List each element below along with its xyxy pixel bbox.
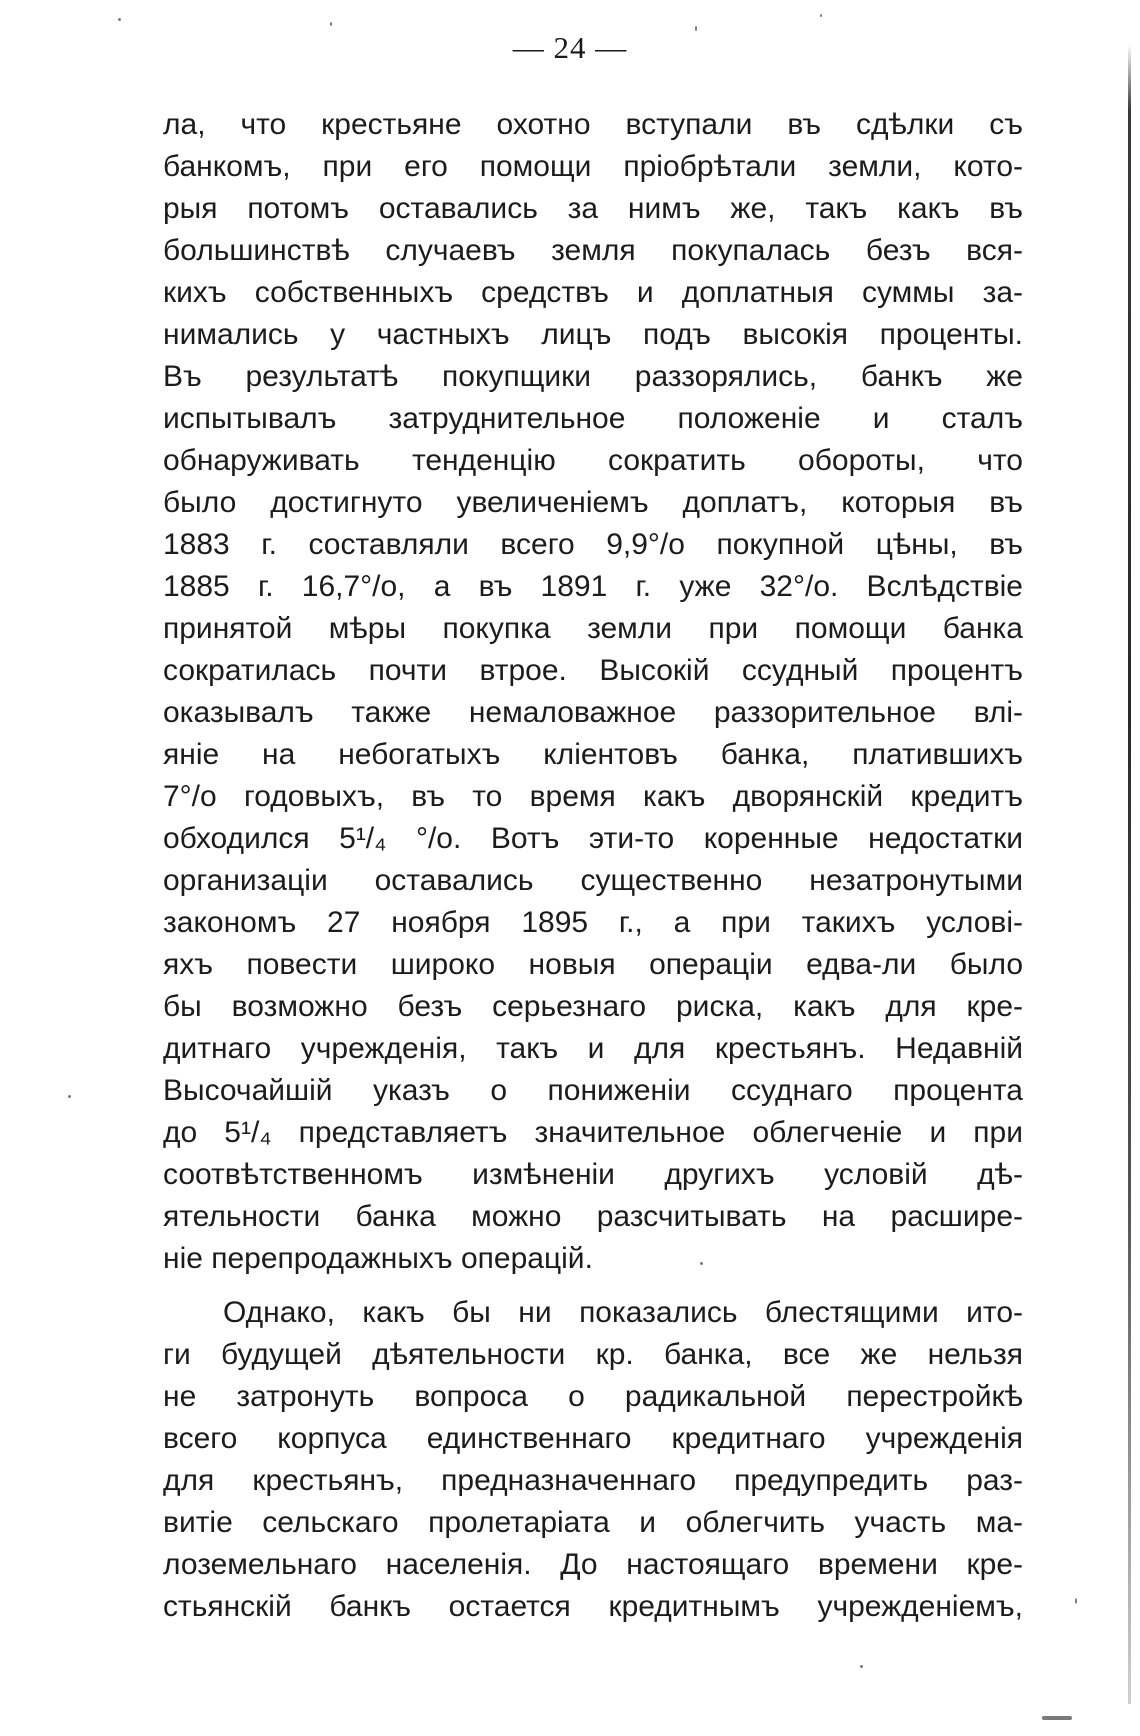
text-line: закономъ 27 ноября 1895 г., а при такихъ услові- [163,906,1023,939]
text-line: 1883 г. составляли всего 9,9°/о покупной цѣны, въ [163,528,1023,561]
text-line: соотвѣтственномъ измѣненіи другихъ условій дѣ- [163,1158,1023,1191]
scan-speck [695,26,697,31]
text-line: витіе сельскаго пролетаріата и облегчить участь ма- [163,1506,1023,1539]
text-line: испытывалъ затруднительное положеніе и сталъ [163,402,1023,435]
text-line: было достигнуто увеличеніемъ доплатъ, которыя въ [163,486,1023,519]
text-line: 7°/о годовыхъ, въ то время какъ дворянскій кредитъ [163,780,1023,813]
text-line: Въ результатѣ покупщики раззорялись, банкъ же [163,360,1023,393]
text-line: 1885 г. 16,7°/о, а въ 1891 г. уже 32°/о. Вслѣдствіе [163,570,1023,603]
text-line: обнаруживать тенденцію сократить обороты, что [163,444,1023,477]
body-text [163,104,1023,1628]
text-line: не затронуть вопроса о радикальной перестройкѣ [163,1380,1023,1413]
text-line: бы возможно безъ серьезнаго риска, какъ для кре- [163,990,1023,1023]
text-line: до 5¹/₄ представляетъ значительное облегченіе и при [163,1116,1023,1149]
text-line: ятельности банка можно разсчитывать на расшире- [163,1200,1023,1233]
text-line: рыя потомъ оставались за нимъ же, такъ какъ въ [163,192,1023,225]
text-line: Высочайшій указъ о пониженіи ссуднаго процента [163,1074,1023,1107]
scan-speck [118,18,121,21]
scan-speck [1075,1598,1077,1604]
scan-speck [330,22,332,26]
text-line: лоземельнаго населенія. До настоящаго времени кре- [163,1548,1023,1581]
text-line: ніе перепродажныхъ операцій. [163,1242,593,1275]
page-number: — 24 — [512,30,628,65]
text-line: обходился 5¹/₄ °/о. Вотъ эти-то коренные недостатки [163,822,1023,855]
text-line: стьянскій банкъ остается кредитнымъ учрежденіемъ, [163,1590,1023,1623]
text-line: яхъ повести широко новыя операціи едва-ли было [163,948,1023,981]
text-line: организаціи оставались существенно незатронутыми [163,864,1023,897]
text-line: дитнаго учрежденія, такъ и для крестьянъ. Недавній [163,1032,1023,1065]
text-line: сократилась почти втрое. Высокій ссудный процентъ [163,654,1023,687]
scan-speck [700,1262,703,1265]
text-line: банкомъ, при его помощи пріобрѣтали земли, кото- [163,150,1023,183]
scan-speck [68,1095,71,1098]
text-line: принятой мѣры покупка земли при помощи банка [163,612,1023,645]
text-line: всего корпуса единственнаго кредитнаго учрежденія [163,1422,1023,1455]
scan-speck [820,14,822,17]
paragraph [163,1292,1023,1628]
text-line: ги будущей дѣятельности кр. банка, все же нельзя [163,1338,1023,1371]
paragraph [163,104,1023,1280]
text-line: ла, что крестьяне охотно вступали въ сдѣлки съ [163,108,1023,141]
text-line: для крестьянъ, предназначеннаго предупредить раз- [163,1464,1023,1497]
text-line: большинствѣ случаевъ земля покупалась безъ вся- [163,234,1023,267]
text-line: оказывалъ также немаловажное раззорительное влі- [163,696,1023,729]
text-line: кихъ собственныхъ средствъ и доплатныя суммы за- [163,276,1023,309]
text-line: яніе на небогатыхъ кліентовъ банка, платившихъ [163,738,1023,771]
scan-speck [860,1665,863,1668]
scan-speck [1042,1716,1072,1720]
paragraph-container [163,104,1023,1628]
binding-edge-shadow [1128,44,1131,1704]
text-line: Однако, какъ бы ни показались блестящими ито- [223,1296,1023,1329]
paragraph-gap [163,1280,1023,1292]
text-line: нимались у частныхъ лицъ подъ высокія проценты. [163,318,1023,351]
